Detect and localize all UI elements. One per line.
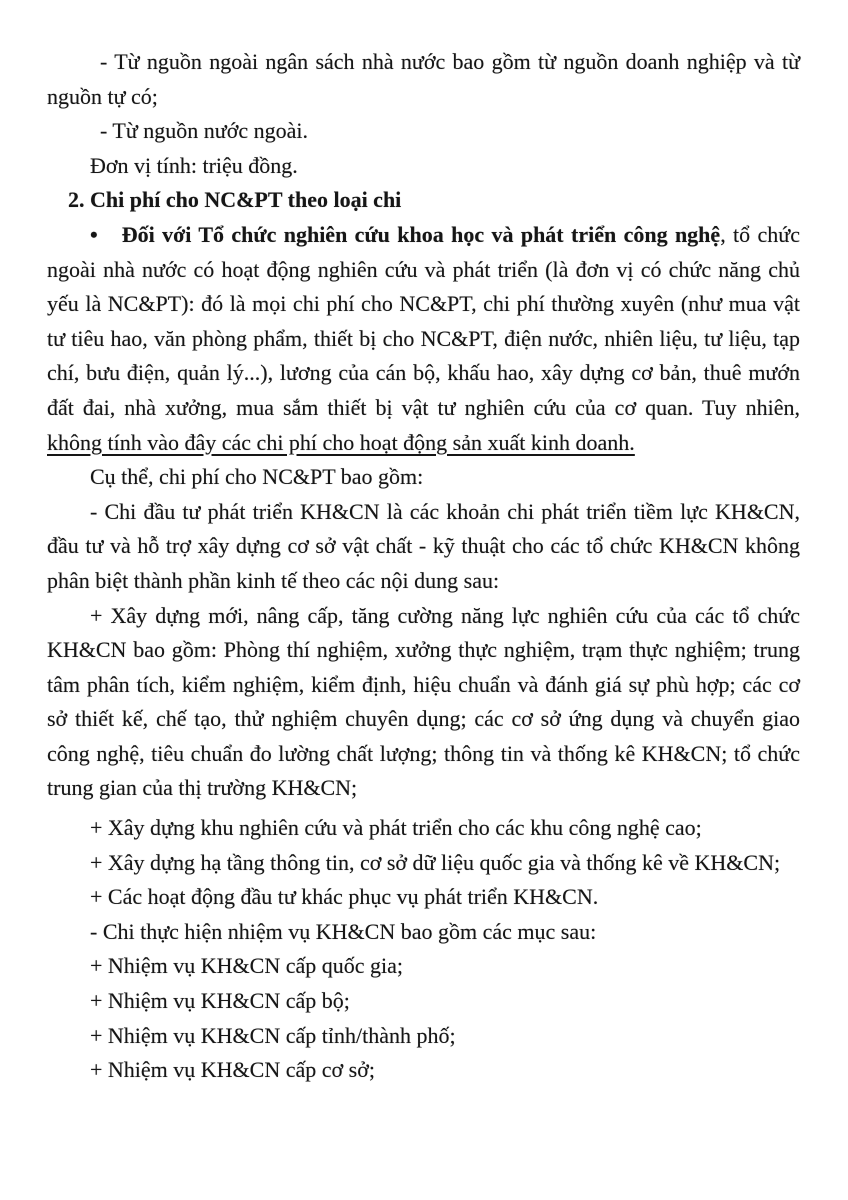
paragraph-chi-thuc-hien-nhiem-vu: - Chi thực hiện nhiệm vụ KH&CN bao gồm các mục sau: [90, 918, 597, 944]
bullet-marker: • [90, 221, 98, 247]
list-item-ha-tang-thong-tin: + Xây dựng hạ tầng thông tin, cơ sở dữ liệu quốc gia và thống kê về KH&CN; [90, 849, 781, 875]
paragraph-cu-the: Cụ thể, chi phí cho NC&PT bao gồm: [90, 464, 424, 490]
list-item-khu-cong-nghe-cao: + Xây dựng khu nghiên cứu và phát triển cho các khu công nghệ cao; [90, 815, 702, 841]
list-item-nhiem-vu-bo: + Nhiệm vụ KH&CN cấp bộ; [90, 988, 350, 1014]
bullet-underlined-text: không tính vào đây các chi phí cho hoạt động sản xuất kinh doanh. [47, 429, 635, 455]
paragraph-unit-of-measure: Đơn vị tính: triệu đồng. [90, 152, 298, 178]
bullet-body-text: , tổ chức ngoài nhà nước có hoạt động nghiên cứu và phát triển (là đơn vị có chức năng chủ yếu là NC&PT): đó là mọi chi phí cho NC&PT, chi phí thường xuyên (như mua vật tư tiêu hao, văn phòng phẩm, thiết bị cho NC&PT, điện nước, nhiên liệu, tư liệu, tạp chí, bưu điện, quản lý...), lương của cán bộ, khấu hao, xây dựng cơ bản, thuê mướn đất đai, nhà xưởng, mua sắm thiết bị vật tư nghiên cứu của cơ quan. Tuy nhiên, [47, 221, 800, 420]
paragraph-source-foreign: - Từ nguồn nước ngoài. [100, 118, 308, 144]
paragraph-source-nonstate-budget: - Từ nguồn ngoài ngân sách nhà nước bao gồm từ nguồn doanh nghiệp và từ nguồn tự có; [47, 49, 800, 109]
bullet-paragraph-to-chuc-nghien-cuu [47, 218, 800, 460]
bullet-lead-bold: Đối với Tổ chức nghiên cứu khoa học và phát triển công nghệ [121, 221, 721, 247]
paragraph-chi-dau-tu-phat-trien: - Chi đầu tư phát triển KH&CN là các khoản chi phát triển tiềm lực KH&CN, đầu tư và hỗ trợ xây dựng cơ sở vật chất - kỹ thuật cho các tổ chức KH&CN không phân biệt thành phần kinh tế theo các nội dung sau: [47, 498, 800, 593]
list-item-nhiem-vu-tinh-thanh-pho: + Nhiệm vụ KH&CN cấp tỉnh/thành phố; [90, 1022, 456, 1048]
section-heading-chi-phi-nc-pt: 2. Chi phí cho NC&PT theo loại chi [68, 187, 402, 213]
list-item-hoat-dong-dau-tu-khac: + Các hoạt động đầu tư khác phục vụ phát triển KH&CN. [90, 884, 599, 910]
paragraph-xay-dung-moi-nang-cap: + Xây dựng mới, nâng cấp, tăng cường năng lực nghiên cứu của các tổ chức KH&CN bao gồm: Phòng thí nghiệm, xưởng thực nghiệm, trạm thực nghiệm; trung tâm phân tích, kiểm nghiệm, kiểm định, hiệu chuẩn và đánh giá sự phù hợp; các cơ sở thiết kế, chế tạo, thử nghiệm chuyên dụng; các cơ sở ứng dụng và chuyển giao công nghệ, tiêu chuẩn đo lường chất lượng; thông tin và thống kê KH&CN; tổ chức trung gian của thị trường KH&CN; [47, 602, 800, 801]
list-item-nhiem-vu-quoc-gia: + Nhiệm vụ KH&CN cấp quốc gia; [90, 953, 404, 979]
list-item-nhiem-vu-co-so: + Nhiệm vụ KH&CN cấp cơ sở; [90, 1057, 375, 1083]
